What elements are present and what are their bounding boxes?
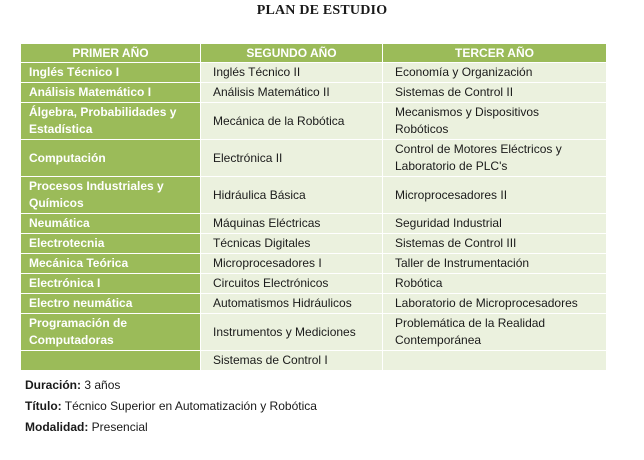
subject-line: Electrónica I — [29, 276, 101, 290]
subject-line: Técnicas Digitales — [213, 236, 311, 250]
table-row — [21, 274, 607, 294]
subject-cell-y1 — [21, 254, 201, 274]
subject-cell-y3 — [383, 140, 607, 177]
duration-line — [25, 375, 317, 396]
table-row — [21, 314, 607, 351]
subject-line: Taller de Instrumentación — [395, 256, 530, 270]
modality-label: Modalidad: — [25, 420, 89, 434]
subject-cell-y2 — [201, 294, 383, 314]
subject-line: Computación — [29, 150, 106, 165]
subject-cell-y3 — [383, 83, 607, 103]
table-body — [21, 63, 607, 371]
subject-line: Robóticos — [395, 122, 449, 136]
table-row — [21, 214, 607, 234]
subject-line: Sistemas de Control I — [213, 353, 328, 367]
subject-cell-y3 — [383, 234, 607, 254]
subject-line: Estadística — [29, 122, 93, 136]
subject-cell-y3 — [383, 274, 607, 294]
table-row — [21, 234, 607, 254]
subject-line: Análisis Matemático II — [213, 85, 330, 99]
table-row — [21, 254, 607, 274]
duration-label: Duración: — [25, 378, 82, 392]
subject-cell-y1 — [21, 351, 201, 371]
subject-cell-y2 — [201, 103, 383, 140]
header-primer-ano: PRIMER AÑO — [21, 44, 201, 63]
subject-line: Programación de — [29, 316, 128, 330]
table-row — [21, 103, 607, 140]
modality-line — [25, 417, 317, 438]
subject-line: Inglés Técnico I — [29, 65, 120, 79]
subject-line: Laboratorio de Microprocesadores — [395, 296, 578, 310]
subject-cell-y3 — [383, 177, 607, 214]
subject-cell-y1 — [21, 63, 201, 83]
degree-title-label: Título: — [25, 399, 62, 413]
subject-cell-y2 — [201, 63, 383, 83]
subject-cell-y3 — [383, 214, 607, 234]
duration-value: 3 años — [84, 378, 121, 392]
subject-line: Hidráulica Básica — [213, 187, 306, 202]
subject-line: Electro neumática — [29, 296, 133, 310]
subject-line: Procesos Industriales y — [29, 179, 164, 193]
table-row — [21, 177, 607, 214]
subject-cell-y2 — [201, 83, 383, 103]
subject-line: Sistemas de Control III — [395, 236, 517, 250]
subject-line: Neumática — [29, 216, 90, 230]
subject-cell-y3 — [383, 294, 607, 314]
subject-cell-y2 — [201, 351, 383, 371]
subject-line: Contemporánea — [395, 333, 482, 347]
subject-cell-y1 — [21, 314, 201, 351]
table-row — [21, 351, 607, 371]
subject-line: Químicos — [29, 196, 84, 210]
subject-line: Sistemas de Control II — [395, 85, 514, 99]
study-plan-table — [20, 43, 607, 371]
subject-line: Mecanismos y Dispositivos — [395, 105, 540, 119]
subject-line: Mecánica Teórica — [29, 256, 129, 270]
subject-line: Economía y Organización — [395, 65, 533, 79]
degree-title-value: Técnico Superior en Automatización y Robótica — [64, 399, 317, 413]
subject-cell-y1 — [21, 274, 201, 294]
subject-cell-y1 — [21, 177, 201, 214]
subject-line: Circuitos Electrónicos — [213, 276, 329, 290]
subject-line: Control de Motores Eléctricos y — [395, 142, 562, 156]
subject-cell-y2 — [201, 314, 383, 351]
subject-cell-y1 — [21, 294, 201, 314]
subject-line: Seguridad Industrial — [395, 216, 502, 230]
subject-line: Robótica — [395, 276, 443, 290]
modality-value: Presencial — [91, 420, 148, 434]
table-row — [21, 294, 607, 314]
table-header-row — [21, 44, 607, 63]
subject-cell-y1 — [21, 140, 201, 177]
subject-line: Microprocesadores I — [213, 256, 322, 270]
subject-cell-y3 — [383, 314, 607, 351]
subject-line: Mecánica de la Robótica — [213, 113, 345, 128]
subject-line: Álgebra, Probabilidades y — [29, 105, 177, 119]
subject-cell-y1 — [21, 103, 201, 140]
subject-cell-y3 — [383, 103, 607, 140]
subject-cell-y2 — [201, 214, 383, 234]
subject-cell-y3 — [383, 63, 607, 83]
title-line — [25, 396, 317, 417]
program-info — [25, 375, 317, 438]
subject-cell-y2 — [201, 177, 383, 214]
subject-cell-y1 — [21, 234, 201, 254]
subject-line: Laboratorio de PLC's — [395, 159, 508, 173]
subject-line: Problemática de la Realidad — [395, 316, 546, 330]
subject-cell-y3 — [383, 351, 607, 371]
header-tercer-ano: TERCER AÑO — [383, 44, 607, 63]
subject-cell-y1 — [21, 214, 201, 234]
page-title: PLAN DE ESTUDIO — [256, 3, 388, 18]
subject-cell-y1 — [21, 83, 201, 103]
subject-cell-y3 — [383, 254, 607, 274]
subject-cell-y2 — [201, 234, 383, 254]
subject-line: Electrotecnia — [29, 236, 105, 250]
table-row — [21, 63, 607, 83]
subject-line: Análisis Matemático I — [29, 85, 152, 99]
subject-cell-y2 — [201, 254, 383, 274]
table-row — [21, 140, 607, 177]
header-segundo-ano: SEGUNDO AÑO — [201, 44, 383, 63]
subject-line: Instrumentos y Mediciones — [213, 324, 356, 339]
table-row — [21, 83, 607, 103]
subject-line: Computadoras — [29, 333, 114, 347]
subject-line: Automatismos Hidráulicos — [213, 296, 352, 310]
subject-line: Electrónica II — [213, 150, 283, 165]
subject-line: Microprocesadores II — [395, 187, 508, 202]
subject-cell-y2 — [201, 274, 383, 294]
subject-line: Inglés Técnico II — [213, 65, 301, 79]
subject-line: Máquinas Eléctricas — [213, 216, 321, 230]
subject-cell-y2 — [201, 140, 383, 177]
